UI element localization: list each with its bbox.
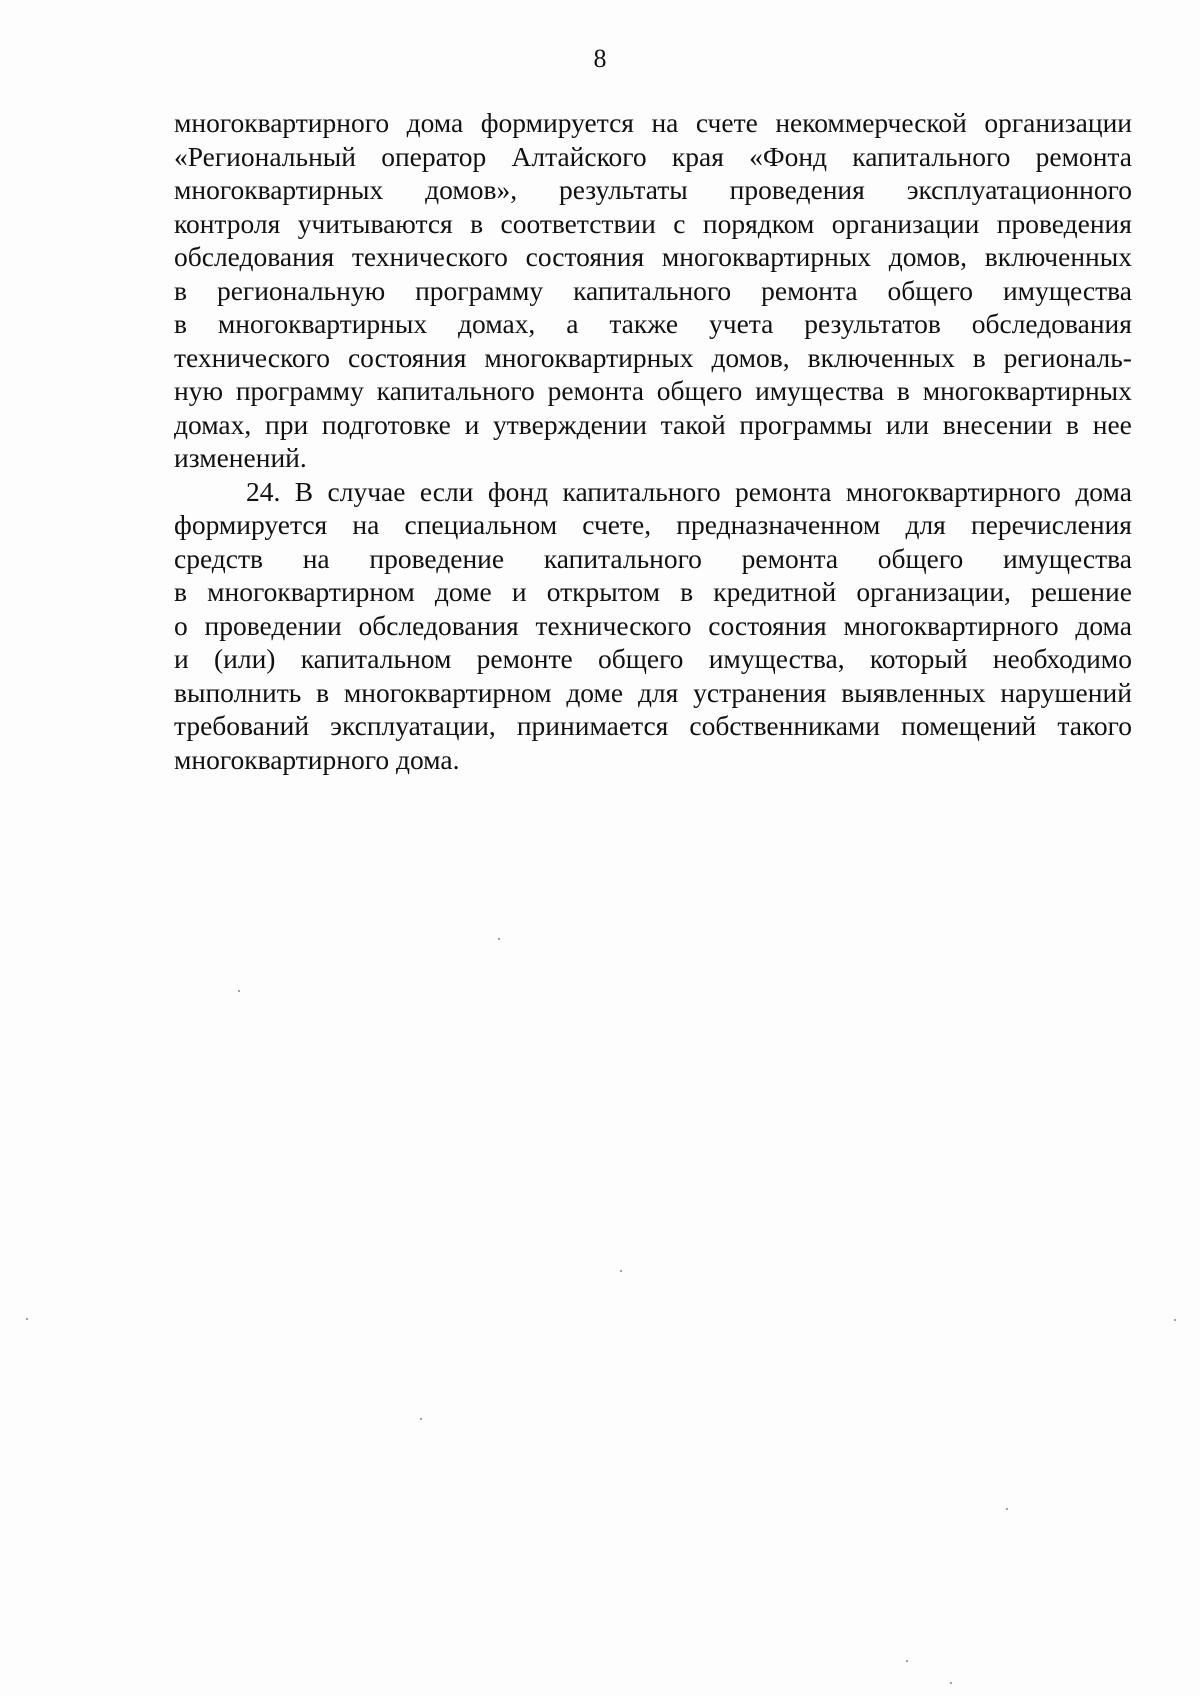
text-line: домах, при подготовке и утверждении такой программы или внесении в нее (174, 408, 1132, 440)
scan-speck (238, 990, 240, 992)
scan-speck (26, 1318, 28, 1320)
page-number: 8 (593, 44, 607, 73)
text-line: средств на проведение капитального ремонта общего имущества (174, 542, 1132, 574)
text-line: 24. В случае если фонд капитального ремонта многоквартирного дома (246, 475, 1132, 507)
paragraph-1 (174, 106, 1132, 475)
text-line: многоквартирного дома формируется на счете некоммерческой организации (174, 107, 1132, 138)
scan-speck (420, 1418, 422, 1420)
text-line: в многоквартирных домах, а также учета результатов обследования (174, 308, 1132, 339)
scan-speck (498, 938, 500, 940)
text-line: многоквартирного дома. (174, 743, 460, 775)
text-line: в региональную программу капитального ремонта общего имущества (174, 274, 1132, 306)
scan-speck (620, 1270, 622, 1272)
text-line: «Региональный оператор Алтайского края «Фонд капитального ремонта (174, 140, 1132, 172)
scan-speck (1174, 1319, 1176, 1321)
scan-speck (950, 1682, 952, 1684)
text-line: о проведении обследования технического состояния многоквартирного дома (174, 609, 1132, 641)
paragraph-24 (174, 475, 1132, 777)
text-line: требований эксплуатации, принимается собственниками помещений такого (174, 710, 1132, 741)
text-line: формируется на специальном счете, предназначенном для перечисления (174, 509, 1132, 540)
scan-speck (906, 1660, 908, 1662)
text-line: изменений. (174, 442, 307, 473)
text-line: в многоквартирном доме и открытом в кредитной организации, решение (174, 576, 1132, 607)
text-line: выполнить в многоквартирном доме для устранения выявленных нарушений (174, 676, 1132, 708)
text-line: многоквартирных домов», результаты проведения эксплуатационного (174, 174, 1132, 205)
text-line: ную программу капитального ремонта общего имущества в многоквартирных (174, 375, 1132, 406)
text-line: и (или) капитальном ремонте общего имущества, который необходимо (174, 643, 1132, 674)
text-line: обследования технического состояния многоквартирных домов, включенных (174, 241, 1132, 272)
scan-speck (1006, 1508, 1008, 1510)
document-body (174, 106, 1132, 776)
text-line: контроля учитываются в соответствии с порядком организации проведения (174, 207, 1132, 239)
text-line: технического состояния многоквартирных домов, включенных в региональ- (174, 341, 1132, 373)
